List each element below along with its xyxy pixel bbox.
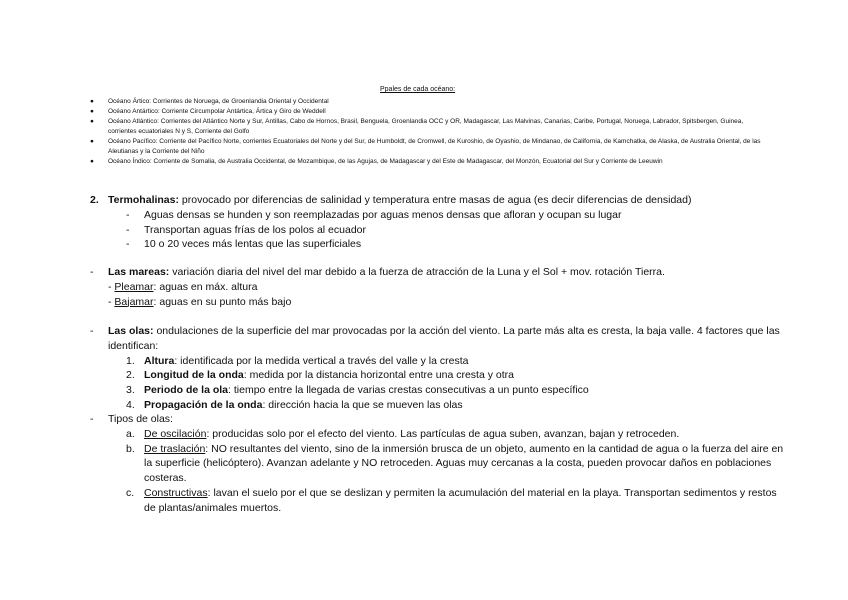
dash-marker: - xyxy=(90,325,94,337)
list-item: 3. Periodo de la ola: tiempo entre la llegada de varias crestas consecutivas a un punto específico xyxy=(126,384,589,397)
tipos-section xyxy=(90,412,790,516)
description: variación diaria del nivel del mar debido a la fuerza de atracción de la Luna y el Sol + mov. rotación Tierra. xyxy=(169,266,665,278)
list-item: 4. Propagación de la onda: dirección hacia la que se mueven las olas xyxy=(126,398,463,411)
tipos-heading xyxy=(90,412,790,427)
list-item: ● Océano Índico: Corriente de Somalia, de Australia Occidental, de Mozambique, de las Agujas, de Madagascar y del Este de Madagascar, del Monzón, Ecuatorial del Sur y Corriente de Leeuwin xyxy=(90,158,663,165)
list-item: ● Océano Ártico: Corrientes de Noruega, de Groenlandia Oriental y Occidental xyxy=(90,98,329,105)
term: Las mareas: xyxy=(108,266,170,278)
item-letter: b. xyxy=(126,442,135,455)
term: Termohalinas: xyxy=(108,194,179,206)
olas-heading xyxy=(90,324,790,354)
dash-marker: - xyxy=(126,238,130,251)
bullet-icon: ● xyxy=(90,98,94,105)
dash-marker: - xyxy=(126,223,130,236)
olas-section xyxy=(90,324,790,413)
term: Pleamar xyxy=(114,280,154,293)
list-item: 1. Altura: identificada por la medida vertical a través del valle y la cresta xyxy=(126,354,469,367)
section-number: 2. xyxy=(90,194,99,206)
bajamar-line: - Bajamar: aguas en su punto más bajo xyxy=(108,295,292,308)
list-item: - Transportan aguas frías de los polos al ecuador xyxy=(126,223,366,236)
dash-marker: - xyxy=(90,266,94,278)
item-number: 1. xyxy=(126,354,135,367)
item-number: 4. xyxy=(126,398,135,411)
ocean-currents-list xyxy=(90,97,770,167)
termohalinas-section xyxy=(90,193,790,252)
bullet-icon: ● xyxy=(90,118,94,125)
term: Tipos de olas: xyxy=(108,413,173,425)
item-number: 2. xyxy=(126,369,135,382)
pleamar-line: - Pleamar: aguas en máx. altura xyxy=(108,280,258,293)
termohalinas-heading xyxy=(90,193,790,208)
term: Las olas: xyxy=(108,325,154,337)
bullet-icon: ● xyxy=(90,138,94,145)
list-item: ● Océano Antártico: Corriente Circumpolar Antártica, Ártica y Giro de Weddell xyxy=(90,108,326,115)
list-item: ● Océano Atlántico: Corrientes del Atlántico Norte y Sur, Antillas, Cabo de Hornos, Brasil, Benguela, Groenlandia OCC y OR, Madagascar, Las Malvinas, Canarias, Caribe, Portugal, Noruega, Labrador, Spitsbergen, Guinea, corrientes ecuatoriales N y S, Corriente del Golfo xyxy=(90,118,744,135)
list-item: ● Océano Pacífico: Corriente del Pacífico Norte, corrientes Ecuatoriales del Norte y del Sur, de Humboldt, de Cromwell, de Kuroshio, de Oyashio, de Mindanao, de California, de Kamchatka, de Alaska, de Australia Oriental, de las Aleutianas y la Corriente del Niño xyxy=(90,138,761,155)
list-item: - Aguas densas se hunden y son reemplazadas por aguas menos densas que afloran y ocupan su lugar xyxy=(126,208,622,221)
dash-marker: - xyxy=(126,208,130,221)
list-item: 2. Longitud de la onda: medida por la distancia horizontal entre una cresta y otra xyxy=(126,369,514,382)
bullet-icon: ● xyxy=(90,108,94,115)
bullet-icon: ● xyxy=(90,158,94,165)
section-title: Ppales de cada océano: xyxy=(380,86,456,93)
item-letter: a. xyxy=(126,427,135,440)
term: Bajamar xyxy=(114,295,154,308)
list-item: - 10 o 20 veces más lentas que las superficiales xyxy=(126,238,362,251)
list-item: c. Constructivas: lavan el suelo por el que se deslizan y permiten la acumulación del material en la playa. Transportan sedimentos y restos de plantas/animales muertos. xyxy=(126,486,777,514)
list-item: b. De traslación: NO resultantes del viento, sino de la inmersión brusca de un objeto, aumento en la cantidad de agua o la fuerza del aire en la superficie (helicóptero). Avanzan adelante y NO retroceden. Aguas muy cercanas a la costa, pueden provocar daños en poblaciones costeras. xyxy=(126,442,784,485)
item-number: 3. xyxy=(126,384,135,397)
description: provocado por diferencias de salinidad y temperatura entre masas de agua (es decir diferencias de densidad) xyxy=(179,194,692,206)
item-letter: c. xyxy=(126,486,135,499)
description: ondulaciones de la superficie del mar provocadas por la acción del viento. La parte más alta es cresta, la baja valle. 4 factores que las identifican: xyxy=(108,325,780,352)
mareas-section xyxy=(90,265,790,309)
mareas-heading xyxy=(90,265,790,280)
list-item: a. De oscilación: producidas solo por el efecto del viento. Las partículas de agua suben, avanzan, bajan y retroceden. xyxy=(126,427,680,440)
dash-marker: - xyxy=(90,413,94,425)
